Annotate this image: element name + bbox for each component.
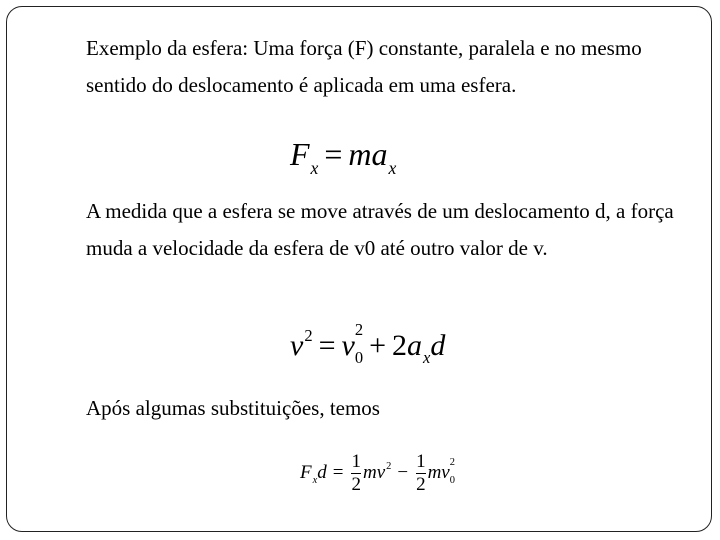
eq3-frac2-den: 2 — [416, 474, 426, 495]
eq2-v0-squared: 2 — [354, 320, 364, 340]
eq1-lhs-sub: x — [310, 157, 319, 178]
eq1-equals: = — [324, 136, 343, 172]
eq2-a-sub: x — [423, 348, 431, 368]
eq2-v-squared: 2 — [304, 325, 313, 345]
eq2-a: a — [407, 329, 422, 362]
eq3-equals: = — [332, 461, 344, 483]
eq3-mv0-squared: 2 — [449, 456, 455, 468]
equation-work-energy — [300, 452, 455, 495]
paragraph-displacement: A medida que a esfera se move através de um deslocamento d, a força muda a velocidade da esfera de v0 até outro valor de v. — [86, 199, 674, 260]
eq2-v: v — [290, 329, 304, 362]
equation-newton-second-law — [290, 134, 396, 179]
eq2-v0-sub: 0 — [354, 348, 364, 368]
eq3-F-sub: x — [312, 475, 318, 487]
eq3-minus: − — [397, 461, 409, 483]
eq2-equals: = — [318, 329, 336, 362]
eq3-F: F — [300, 461, 312, 483]
eq3-mv0-sub: 0 — [449, 475, 455, 487]
eq3-frac1-den: 2 — [351, 474, 361, 495]
eq3-frac1-num: 1 — [351, 451, 361, 472]
eq2-v0: v — [341, 329, 355, 362]
paragraph-substitutions: Após algumas substituições, temos — [86, 396, 380, 420]
eq2-d: d — [430, 329, 446, 362]
paragraph-sphere-example: Exemplo da esfera: Uma força (F) constante, paralela e no mesmo sentido do deslocamento é aplicada em uma esfera. — [86, 36, 642, 97]
equation-torricelli — [290, 320, 446, 370]
eq3-mv0: mv — [427, 461, 450, 483]
eq2-coef: 2 — [392, 329, 407, 362]
eq1-lhs-var: F — [290, 136, 310, 172]
eq1-rhs-var: ma — [348, 136, 388, 172]
eq3-frac2-num: 1 — [416, 451, 426, 472]
eq3-mv-squared: 2 — [386, 460, 392, 472]
eq3-fraction-2 — [416, 452, 426, 495]
eq3-mv: mv — [362, 461, 386, 483]
eq3-fraction-1 — [351, 452, 361, 495]
eq3-d: d — [317, 461, 327, 483]
eq2-plus: + — [369, 329, 386, 362]
eq1-rhs-sub: x — [388, 157, 397, 178]
